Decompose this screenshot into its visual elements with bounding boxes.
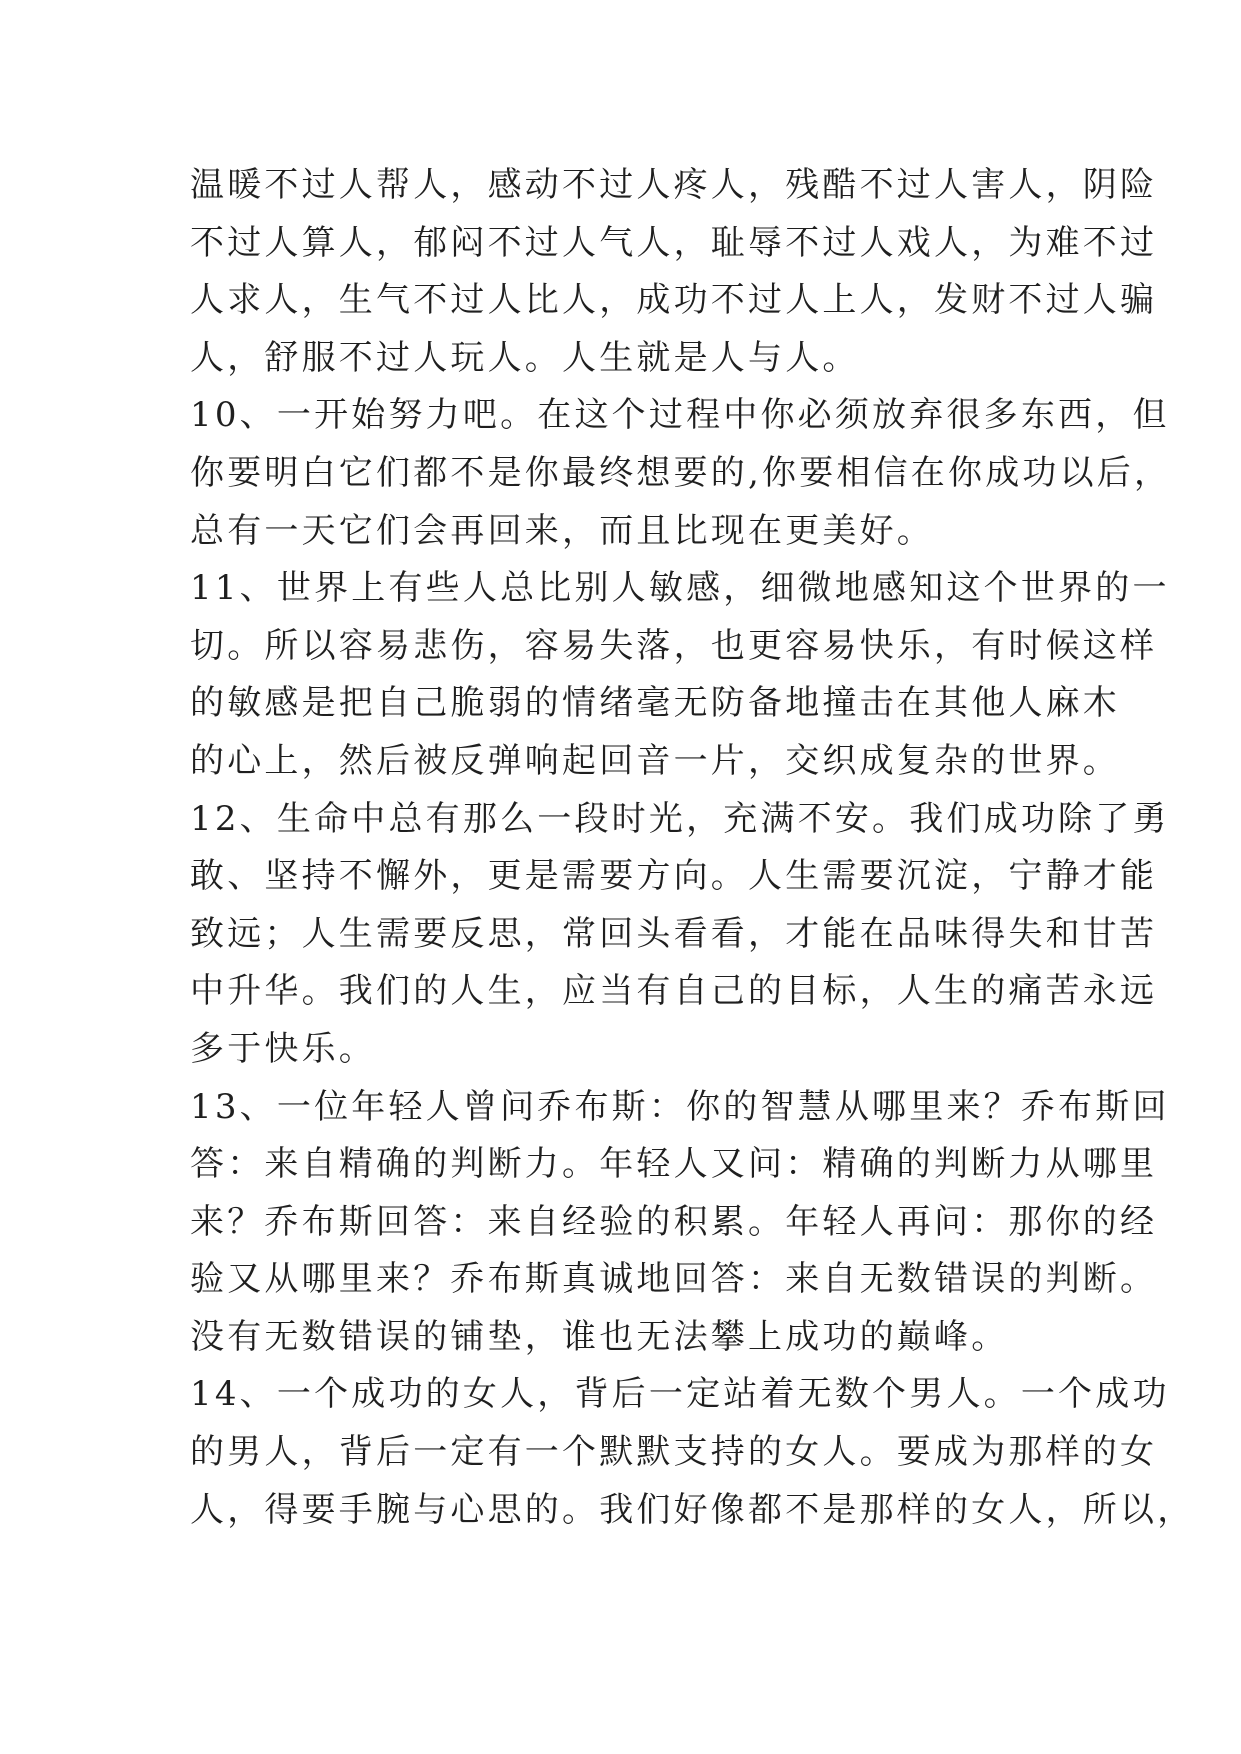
text-line: 人求人，生气不过人比人，成功不过人上人，发财不过人骗 [190, 280, 1158, 321]
text-line: 切。所以容易悲伤，容易失落，也更容易快乐，有时候这样 [190, 625, 1158, 666]
text-line: 14、一个成功的女人，背后一定站着无数个男人。一个成功 [190, 1374, 1170, 1415]
text-line: 12、生命中总有那么一段时光，充满不安。我们成功除了勇 [190, 798, 1170, 839]
text-line: 温暖不过人帮人，感动不过人疼人，残酷不过人害人，阴险 [190, 165, 1158, 205]
document-body [190, 157, 1195, 1539]
text-line: 11、世界上有些人总比别人敏感，细微地感知这个世界的一 [190, 568, 1170, 609]
text-line: 答：来自精确的判断力。年轻人又问：精确的判断力从哪里 [190, 1144, 1158, 1185]
text-line: 中升华。我们的人生，应当有自己的目标，人生的痛苦永远 [190, 971, 1158, 1012]
text-line: 总有一天它们会再回来，而且比现在更美好。 [190, 510, 934, 551]
text-line: 10、一开始努力吧。在这个过程中你必须放弃很多东西，但 [190, 395, 1170, 436]
text-line: 不过人算人，郁闷不过人气人，耻辱不过人戏人，为难不过 [190, 222, 1158, 263]
text-line: 的男人，背后一定有一个默默支持的女人。要成为那样的女 [190, 1432, 1158, 1473]
text-line: 多于快乐。 [190, 1028, 376, 1069]
text-line: 人，得要手腕与心思的。我们好像都不是那样的女人，所以， [190, 1489, 1195, 1530]
text-line: 的心上，然后被反弹响起回音一片，交织成复杂的世界。 [190, 740, 1120, 781]
text-line: 敢、坚持不懈外，更是需要方向。人生需要沉淀，宁静才能 [190, 856, 1158, 897]
text-line: 没有无数错误的铺垫，谁也无法攀上成功的巅峰。 [190, 1316, 1009, 1357]
text-line: 13、一位年轻人曾问乔布斯：你的智慧从哪里来？乔布斯回 [190, 1086, 1170, 1127]
text-line: 的敏感是把自己脆弱的情绪毫无防备地撞击在其他人麻木 [190, 683, 1120, 724]
text-line: 人，舒服不过人玩人。人生就是人与人。 [190, 337, 860, 378]
text-line: 来？乔布斯回答：来自经验的积累。年轻人再问：那你的经 [190, 1201, 1158, 1242]
text-line: 你要明白它们都不是你最终想要的,你要相信在你成功以后， [190, 452, 1172, 493]
text-line: 验又从哪里来？乔布斯真诚地回答：来自无数错误的判断。 [190, 1259, 1158, 1300]
text-line: 致远；人生需要反思，常回头看看，才能在品味得失和甘苦 [190, 913, 1158, 954]
